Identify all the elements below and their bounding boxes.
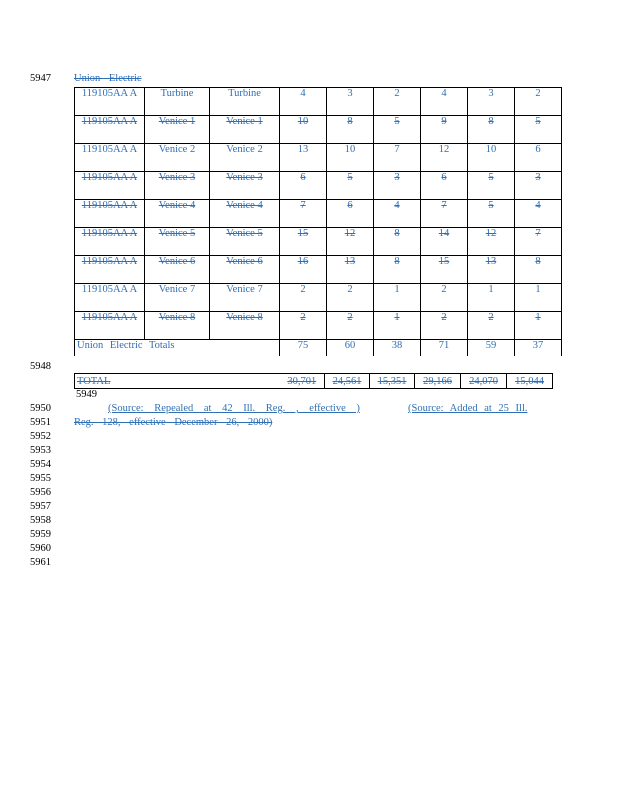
unit-id-cell: 119105AA A [75,172,145,200]
line-number-5956: 5956 [30,487,51,498]
line-number-5959: 5959 [30,529,51,540]
table-row [75,88,562,116]
totals-cell: 37 [515,340,562,357]
totals-row [75,340,562,357]
value-cell: 16 [280,256,327,284]
table-row [75,200,562,228]
unit-id-cell: 119105AA A [75,200,145,228]
value-cell: 8 [374,228,421,256]
table-row [75,256,562,284]
section-heading: Union Electric [74,73,142,84]
value-cell: 2 [327,312,374,340]
value-cell: 4 [515,200,562,228]
table-row [75,172,562,200]
unit-name-cell: Venice 7 [145,284,210,312]
value-cell: 8 [374,256,421,284]
line-number-5957: 5957 [30,501,51,512]
unit-name-cell: Venice 5 [145,228,210,256]
value-cell: 2 [280,312,327,340]
value-cell: 5 [374,116,421,144]
unit-name-cell: Venice 4 [145,200,210,228]
total-cell: 24,070 [461,374,507,389]
unit-name-cell: Venice 4 [210,200,280,228]
line-number-5958: 5958 [30,515,51,526]
unit-id-cell: 119105AA A [75,312,145,340]
value-cell: 12 [327,228,374,256]
unit-name-cell: Turbine [145,88,210,116]
value-cell: 13 [468,256,515,284]
unit-id-cell: 119105AA A [75,88,145,116]
unit-name-cell: Venice 2 [210,144,280,172]
value-cell: 1 [374,312,421,340]
value-cell: 2 [421,312,468,340]
total-cell: 24,561 [325,374,370,389]
unit-name-cell: Venice 3 [210,172,280,200]
unit-name-cell: Venice 2 [145,144,210,172]
table-row [75,116,562,144]
total-cell: 29,166 [415,374,461,389]
table-row [75,144,562,172]
line-number-5961: 5961 [30,557,51,568]
totals-cell: 38 [374,340,421,357]
value-cell: 5 [515,116,562,144]
total-cell: 30,701 [280,374,325,389]
total-box [74,373,553,389]
line-number-5947: 5947 [30,73,51,84]
value-cell: 7 [374,144,421,172]
value-cell: 15 [280,228,327,256]
value-cell: 15 [421,256,468,284]
table-row [75,284,562,312]
totals-cell: 71 [421,340,468,357]
value-cell: 2 [327,284,374,312]
value-cell: 12 [421,144,468,172]
table-row [75,312,562,340]
source-added-line2: Reg. 128, effective December 26, 2000) [74,417,273,428]
value-cell: 6 [515,144,562,172]
unit-name-cell: Venice 6 [145,256,210,284]
value-cell: 4 [421,88,468,116]
unit-name-cell: Venice 6 [210,256,280,284]
line-number-5954: 5954 [30,459,51,470]
totals-cell: 59 [468,340,515,357]
value-cell: 5 [468,172,515,200]
table-row [75,228,562,256]
unit-name-cell: Turbine [210,88,280,116]
totals-cell: 60 [327,340,374,357]
source-repealed: (Source: Repealed at 42 Ill. Reg. , effective ) [108,403,360,414]
value-cell: 1 [468,284,515,312]
unit-name-cell: Venice 8 [210,312,280,340]
inline-line-number-5949: 5949 [76,389,97,400]
value-cell: 3 [515,172,562,200]
value-cell: 2 [421,284,468,312]
totals-cell: 75 [280,340,327,357]
value-cell: 4 [374,200,421,228]
unit-name-cell: Venice 8 [145,312,210,340]
value-cell: 7 [421,200,468,228]
value-cell: 13 [327,256,374,284]
unit-name-cell: Venice 5 [210,228,280,256]
unit-id-cell: 119105AA A [75,144,145,172]
value-cell: 9 [421,116,468,144]
line-number-5951: 5951 [30,417,51,428]
value-cell: 2 [374,88,421,116]
value-cell: 8 [327,116,374,144]
line-number-5953: 5953 [30,445,51,456]
line-number-5952: 5952 [30,431,51,442]
total-label: TOTAL [75,374,280,389]
value-cell: 12 [468,228,515,256]
unit-name-cell: Venice 1 [145,116,210,144]
emissions-table [74,87,562,356]
value-cell: 7 [280,200,327,228]
unit-id-cell: 119105AA A [75,228,145,256]
totals-label: Union Electric Totals [75,340,280,357]
value-cell: 13 [280,144,327,172]
unit-name-cell: Venice 7 [210,284,280,312]
value-cell: 3 [468,88,515,116]
unit-id-cell: 119105AA A [75,284,145,312]
total-cell: 15,044 [507,374,553,389]
value-cell: 6 [280,172,327,200]
value-cell: 7 [515,228,562,256]
unit-name-cell: Venice 3 [145,172,210,200]
value-cell: 2 [280,284,327,312]
line-number-5948: 5948 [30,361,51,372]
unit-name-cell: Venice 1 [210,116,280,144]
unit-id-cell: 119105AA A [75,256,145,284]
value-cell: 5 [327,172,374,200]
value-cell: 1 [515,312,562,340]
value-cell: 10 [327,144,374,172]
value-cell: 1 [515,284,562,312]
total-cell: 15,351 [370,374,415,389]
line-number-5950: 5950 [30,403,51,414]
value-cell: 8 [468,116,515,144]
line-number-5955: 5955 [30,473,51,484]
value-cell: 14 [421,228,468,256]
value-cell: 10 [280,116,327,144]
value-cell: 2 [515,88,562,116]
source-added-line1: (Source: Added at 25 Ill. [408,403,528,414]
value-cell: 6 [421,172,468,200]
value-cell: 3 [374,172,421,200]
value-cell: 10 [468,144,515,172]
value-cell: 6 [327,200,374,228]
value-cell: 2 [468,312,515,340]
value-cell: 8 [515,256,562,284]
value-cell: 5 [468,200,515,228]
value-cell: 3 [327,88,374,116]
value-cell: 1 [374,284,421,312]
unit-id-cell: 119105AA A [75,116,145,144]
value-cell: 4 [280,88,327,116]
line-number-5960: 5960 [30,543,51,554]
